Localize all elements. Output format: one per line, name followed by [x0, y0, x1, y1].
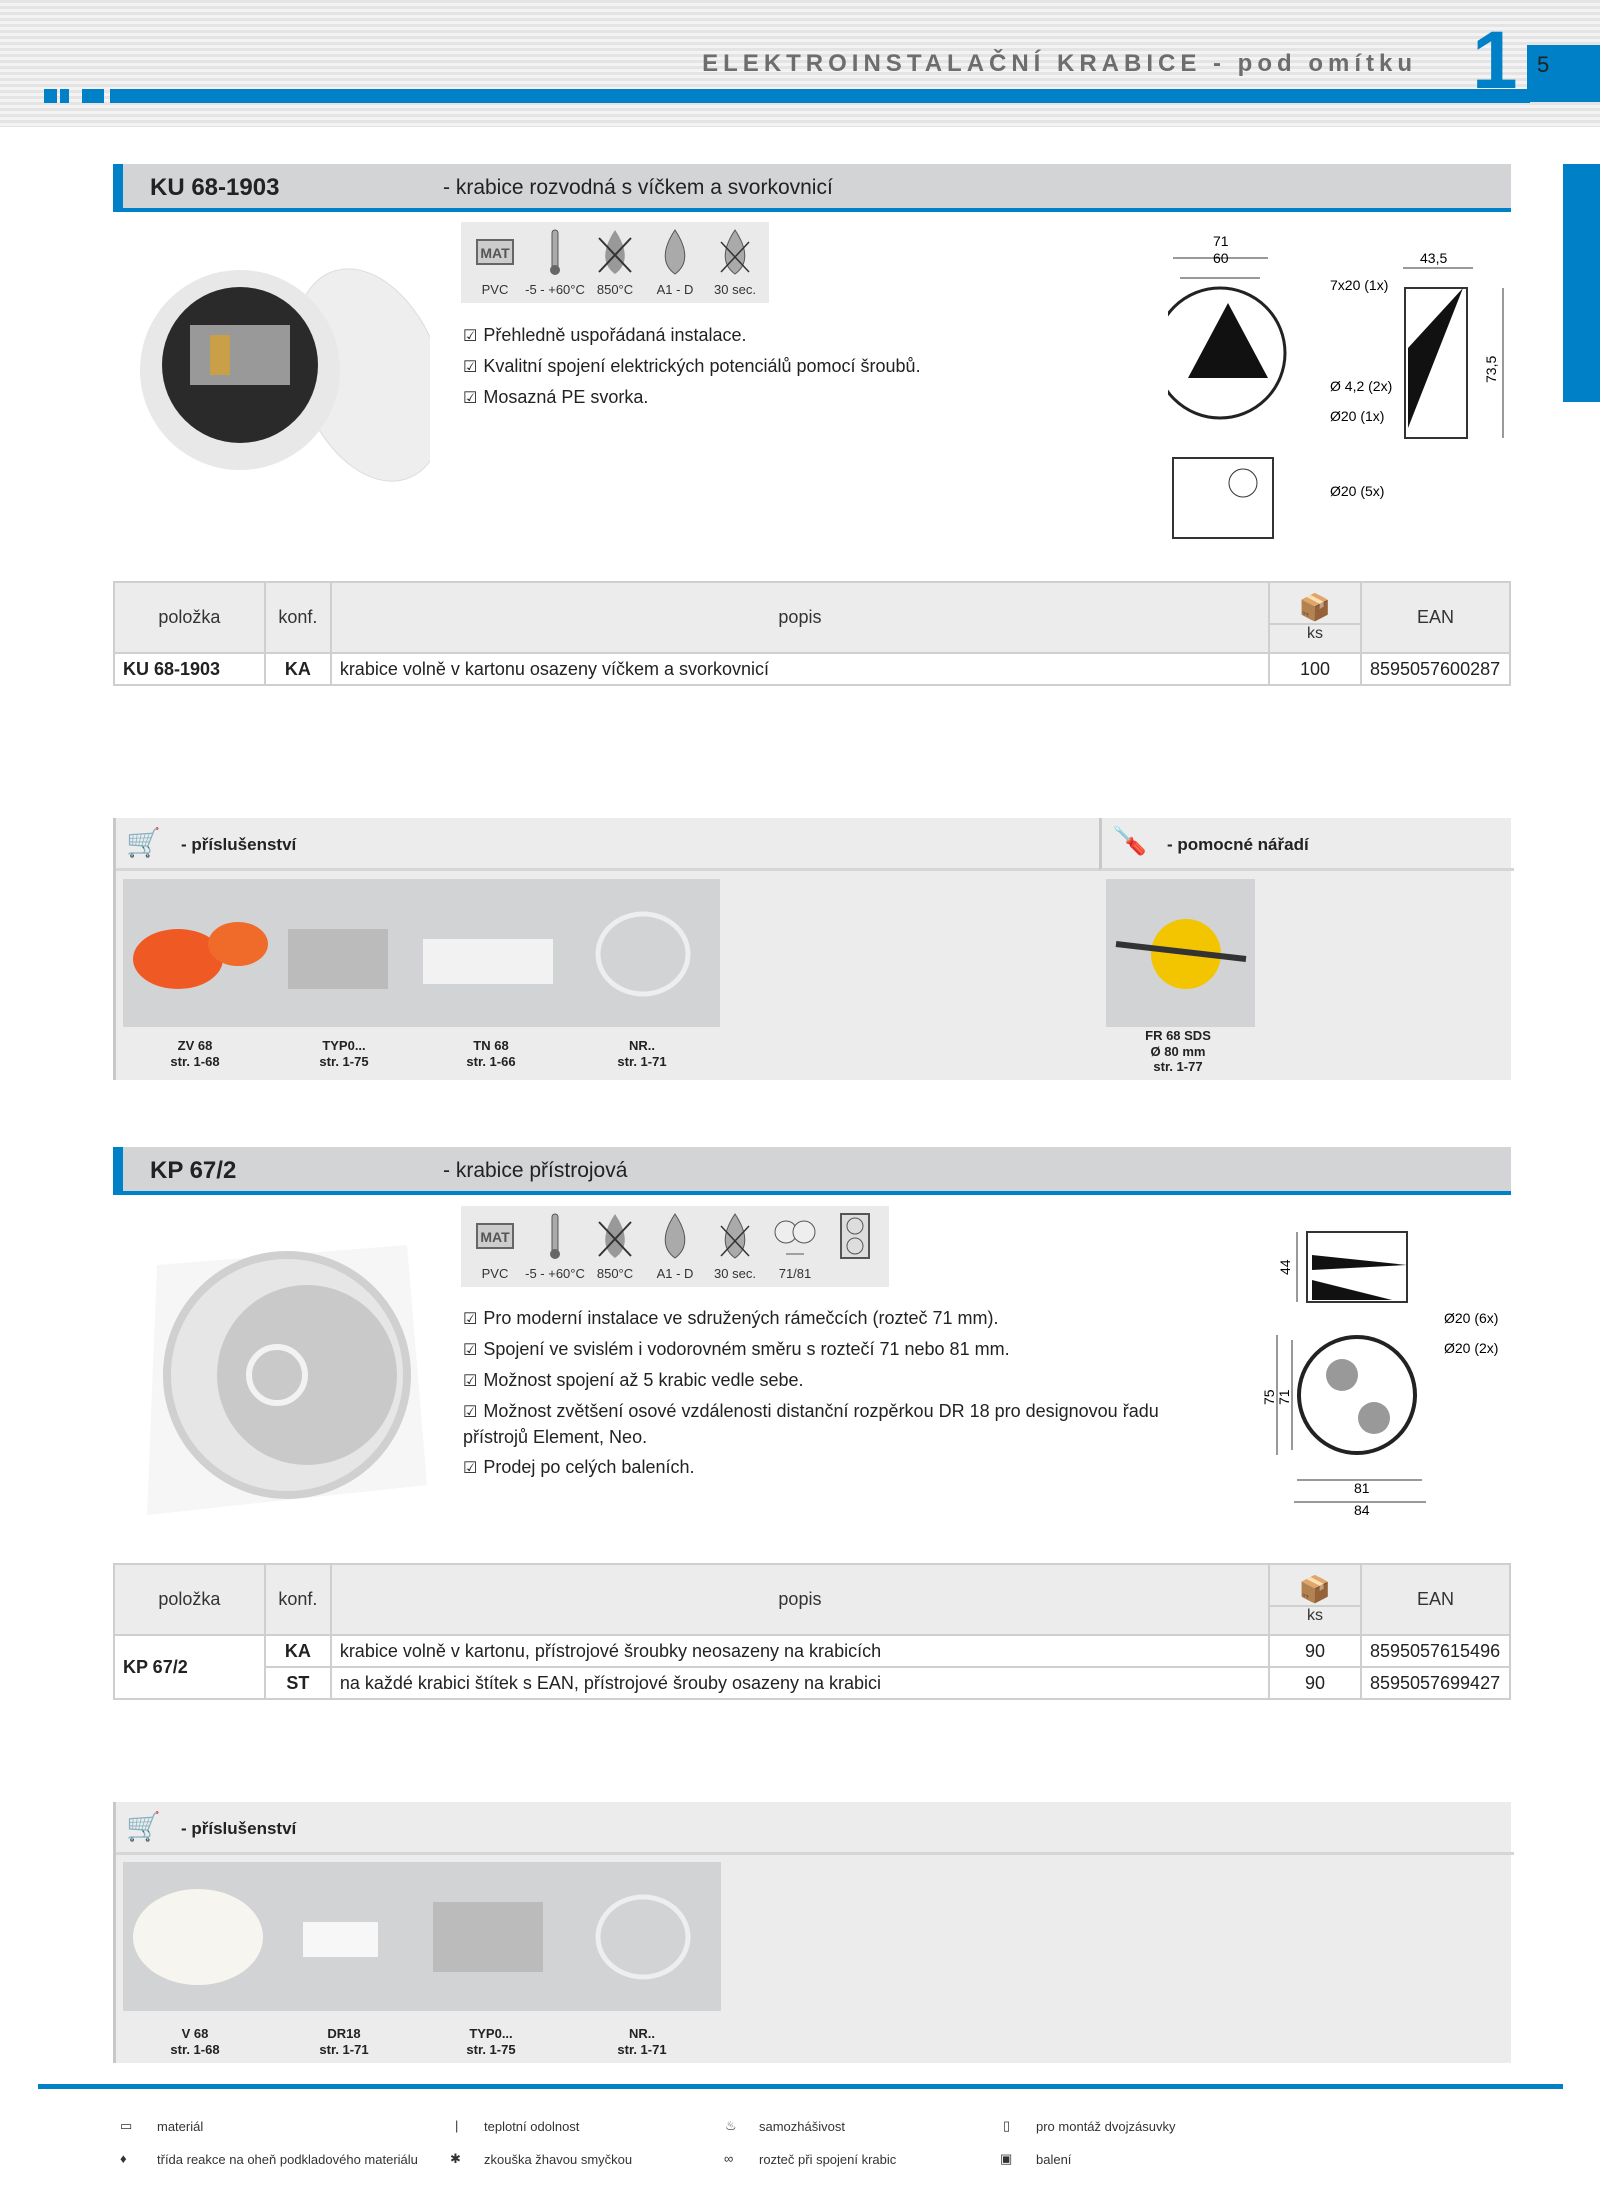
header-square: [60, 89, 69, 103]
svg-text:Ø20 (2x): Ø20 (2x): [1444, 1340, 1499, 1356]
accessory-label: ZV 68 str. 1-68: [170, 1038, 220, 1069]
feature-item: ☑ Možnost zvětšení osové vzdálenosti distanční rozpěrkou DR 18 pro designovou řadu přístrojů Element, Neo.: [463, 1401, 1159, 1448]
svg-text:MAT: MAT: [480, 245, 510, 261]
legend-item: pro montáž dvojzásuvky: [1036, 2119, 1176, 2134]
property-icons: [461, 1206, 889, 1287]
legend-self-extinguishing-icon: ♨: [725, 2118, 737, 2133]
accessory-images: [123, 1862, 721, 2011]
feature-item: ☑ Kvalitní spojení elektrických potenciálů pomocí šroubů.: [463, 356, 921, 376]
legend-thermometer-icon: |: [455, 2118, 459, 2133]
check-icon: ☑: [463, 1373, 478, 1390]
cart-icon: 🛒: [126, 1811, 161, 1842]
product-image: [130, 225, 430, 490]
svg-text:43,5: 43,5: [1420, 250, 1448, 266]
svg-text:7x20 (1x): 7x20 (1x): [1330, 277, 1389, 293]
svg-text:73,5: 73,5: [1483, 355, 1499, 383]
glow-wire-icon: 850°C: [585, 228, 645, 297]
header-square: [82, 89, 104, 103]
product-header: [113, 164, 1511, 212]
legend-pitch-icon: ∞: [724, 2151, 734, 2166]
screwdriver-icon: 🪛: [1112, 825, 1147, 856]
double-socket-icon: [825, 1212, 885, 1281]
legend-item: třída reakce na oheň podkladového materiálu: [157, 2152, 418, 2167]
column-header: popis: [331, 582, 1269, 653]
svg-text:75: 75: [1261, 1389, 1277, 1405]
product-description: - krabice přístrojová: [443, 1159, 628, 1182]
check-icon: ☑: [463, 1311, 478, 1328]
column-header: EAN: [1361, 582, 1510, 653]
package-icon: 📦: [1298, 592, 1332, 622]
glow-wire-icon: 850°C: [585, 1212, 645, 1281]
legend-package-icon: ▣: [1000, 2151, 1013, 2166]
table-row: KU 68-1903 KA krabice volně v kartonu osazeny víčkem a svorkovnicí 100 8595057600287: [114, 653, 1510, 685]
column-header: konf.: [265, 1564, 331, 1635]
feature-item: ☑ Mosazná PE svorka.: [463, 387, 649, 407]
svg-text:Ø20 (5x): Ø20 (5x): [1330, 483, 1385, 499]
column-header: EAN: [1361, 1564, 1510, 1635]
svg-text:Ø 4,2 (2x): Ø 4,2 (2x): [1330, 378, 1393, 394]
feature-item: ☑ Přehledně uspořádaná instalace.: [463, 325, 747, 345]
legend-item: rozteč při spojení krabic: [759, 2152, 897, 2167]
self-extinguishing-icon: 30 sec.: [705, 228, 765, 297]
legend-double-socket-icon: ▯: [1003, 2118, 1011, 2133]
accessory-label: TYP0... str. 1-75: [319, 1038, 369, 1069]
feature-list: [463, 322, 921, 411]
accessory-label: TN 68 str. 1-66: [466, 1038, 516, 1069]
legend-material-icon: ▭: [120, 2118, 133, 2133]
svg-text:71: 71: [1276, 1389, 1292, 1405]
accessories-panel: [113, 818, 1511, 1080]
svg-text:60: 60: [1213, 250, 1229, 266]
svg-text:MAT: MAT: [480, 1229, 510, 1245]
check-icon: ☑: [463, 328, 478, 345]
chapter-tab[interactable]: [1563, 164, 1600, 402]
product-table: [113, 581, 1511, 686]
accessories-header: 🛒 - příslušenství: [116, 1802, 1514, 1855]
check-icon: ☑: [463, 1404, 478, 1421]
legend-item: samozhášivost: [759, 2119, 845, 2134]
accessories-header: 🛒 - příslušenství: [116, 818, 1099, 871]
svg-text:84: 84: [1354, 1502, 1370, 1518]
accessories-panel: [113, 1802, 1511, 2063]
feature-item: ☑ Prodej po celých baleních.: [463, 1457, 695, 1478]
accessory-label: V 68 str. 1-68: [170, 2026, 220, 2057]
legend-flame-icon: ♦: [120, 2151, 127, 2166]
product-table: [113, 1563, 1511, 1700]
tools-header: 🪛 - pomocné nářadí: [1099, 818, 1514, 871]
accessory-images: [123, 879, 720, 1027]
feature-item: ☑ Spojení ve svislém i vodorovném směru s roztečí 71 nebo 81 mm.: [463, 1339, 1010, 1359]
technical-drawing: [1242, 1220, 1522, 1525]
tool-image: [1106, 879, 1255, 1027]
property-icons: [461, 222, 769, 303]
page-number: 5: [1537, 52, 1550, 77]
header-bar: [110, 89, 1530, 103]
product-image: [127, 1225, 437, 1525]
legend-glow-wire-icon: ✱: [450, 2151, 461, 2166]
table-row: ST na každé krabici štítek s EAN, přístrojové šrouby osazeny na krabici 90 8595057699427: [114, 1667, 1510, 1699]
column-header: položka: [114, 582, 265, 653]
product-code: KP 67/2: [150, 1157, 237, 1184]
column-header: 📦 ks: [1269, 582, 1361, 653]
legend-item: teplotní odolnost: [484, 2119, 580, 2134]
accessory-label: NR.. str. 1-71: [617, 1038, 667, 1069]
product-header: [113, 1147, 1511, 1195]
svg-text:Ø20 (1x): Ø20 (1x): [1330, 408, 1385, 424]
accessory-label: TYP0... str. 1-75: [466, 2026, 516, 2057]
thermometer-icon: -5 - +60°C: [525, 228, 585, 297]
svg-text:71: 71: [1213, 233, 1229, 249]
svg-text:44: 44: [1277, 1259, 1293, 1275]
table-row: KP 67/2 KA krabice volně v kartonu, přístrojové šroubky neosazeny na krabicích 90 8595057615496: [114, 1635, 1510, 1667]
flame-icon: A1 - D: [645, 228, 705, 297]
self-extinguishing-icon: 30 sec.: [705, 1212, 765, 1281]
cart-icon: 🛒: [126, 827, 161, 858]
technical-drawing: [1168, 228, 1518, 548]
legend-item: balení: [1036, 2152, 1072, 2167]
product-description: - krabice rozvodná s víčkem a svorkovnicí: [443, 176, 833, 199]
legend-item: materiál: [157, 2119, 204, 2134]
accessory-label: DR18 str. 1-71: [319, 2026, 369, 2057]
thermometer-icon: -5 - +60°C: [525, 1212, 585, 1281]
flame-icon: A1 - D: [645, 1212, 705, 1281]
check-icon: ☑: [463, 359, 478, 376]
feature-item: ☑ Pro moderní instalace ve sdružených rámečcích (rozteč 71 mm).: [463, 1308, 999, 1328]
product-code: KU 68-1903: [150, 174, 280, 201]
column-header: 📦 ks: [1269, 1564, 1361, 1635]
column-header: položka: [114, 1564, 265, 1635]
check-icon: ☑: [463, 1460, 478, 1478]
accessory-label: NR.. str. 1-71: [617, 2026, 667, 2057]
header-square: [44, 89, 57, 103]
material-icon: MAT PVC: [465, 1212, 525, 1281]
tool-label: FR 68 SDS Ø 80 mm str. 1-77: [1145, 1028, 1211, 1075]
page-title: ELEKTROINSTALAČNÍ KRABICE - pod omítku: [702, 50, 1417, 77]
check-icon: ☑: [463, 390, 478, 407]
column-header: popis: [331, 1564, 1269, 1635]
feature-list: [463, 1305, 1193, 1481]
svg-text:81: 81: [1354, 1480, 1370, 1496]
chapter-number: 1: [1472, 15, 1518, 106]
footer-divider: [38, 2084, 1563, 2089]
package-icon: 📦: [1298, 1574, 1332, 1604]
svg-text:Ø20 (6x): Ø20 (6x): [1444, 1310, 1499, 1326]
column-header: konf.: [265, 582, 331, 653]
pitch-icon: 71/81: [765, 1212, 825, 1281]
material-icon: MAT PVC: [465, 228, 525, 297]
feature-item: ☑ Možnost spojení až 5 krabic vedle sebe.: [463, 1370, 804, 1390]
check-icon: ☑: [463, 1342, 478, 1359]
legend-item: zkouška žhavou smyčkou: [484, 2152, 633, 2167]
